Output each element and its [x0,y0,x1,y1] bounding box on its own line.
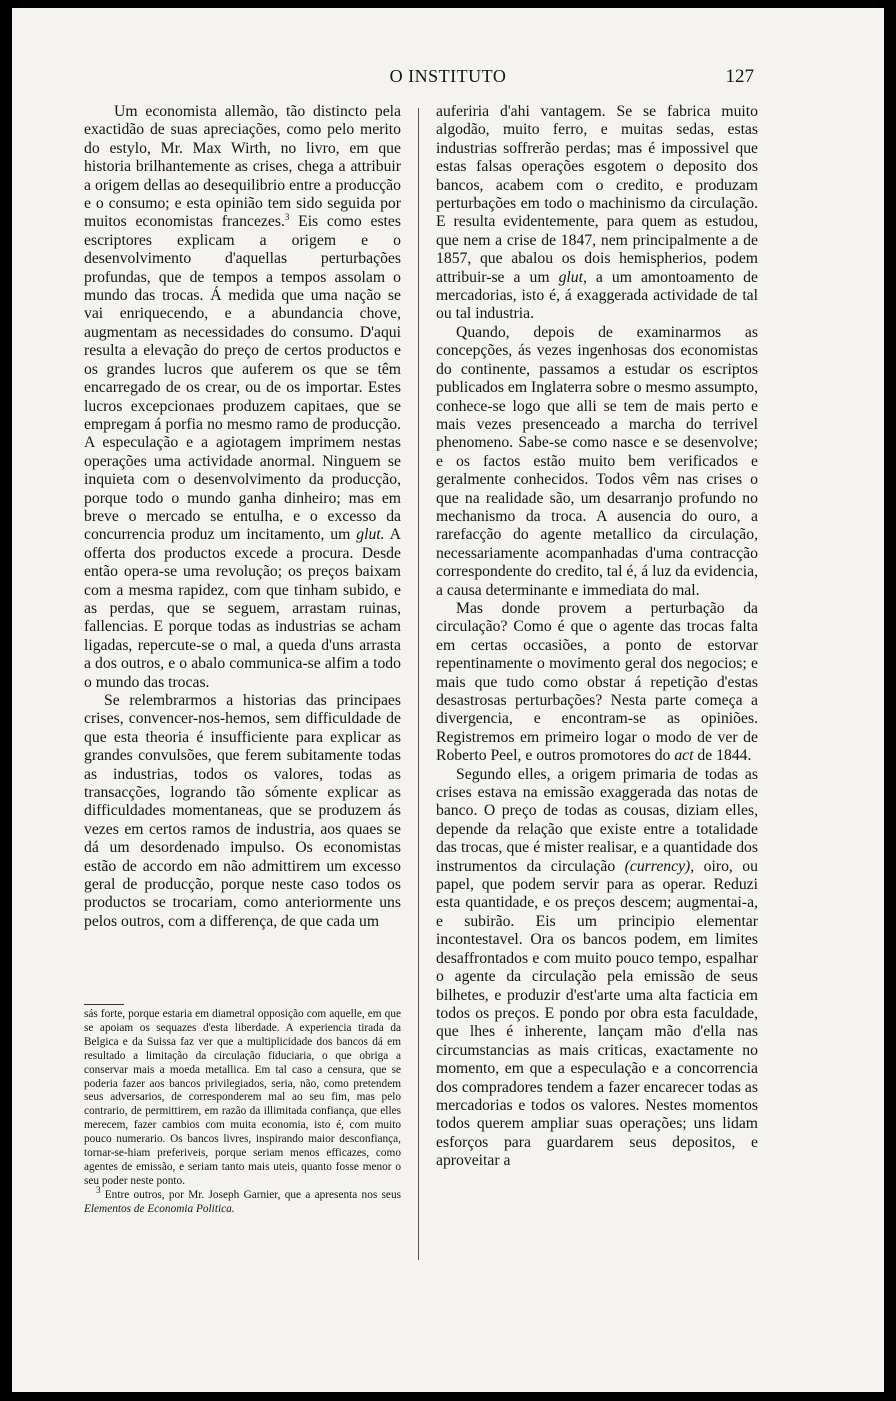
right-paragraph-1 [436,103,758,324]
text-run: auferiria d'ahi vantagem. Se se fabrica muito algodão, muito ferro, e muitas sedas, estas industrias soffrerão perdas; mas é impossivel que estas falsas operações esgotem o deposito dos bancos, acabem com o credito, e produzam perturbações em todo o machinismo da circulação. E resulta evidentemente, para quem as estudou, que nem a crise de 1847, nem principalmente a de 1857, que abalou os dois hemispherios, podem attribuir-se a um [436,103,758,286]
footnote-marker: 3 [96,1185,101,1196]
text-run: Eis como estes escriptores explicam a origem e o desenvolvimento d'aquellas perturbações profundas, que de tempos a tempos assolam o mundo das trocas. Á medida que uma nação se vai enriquecendo, e a abundancia chove, augmentam as necessidades do consumo. D'aqui resulta a elevação do preço de certos productos e os grandes lucros que auferem os que se têm encarregado de os crear, ou de os importar. Estes lucros excepcionaes produzem capitaes, que se empregam á porfia no mesmo ramo de producção. A especulação e a agiotagem imprimem nestas operações uma actividade anormal. Ninguem se inquieta com o desenvolvimento da producção, porque todo o mundo ganha dinheiro; mas em breve o mercado se entulha, e o excesso da concurrencia produz um incitamento, um [84,213,401,544]
footnote-continued: sás forte, porque estaria em diametral opposição com aquelle, em que se apoiam os sequazes d'esta liberdade. A experiencia tirada da Belgica e da Suissa faz ver que a multiplicidade dos bancos dá em resultado a limitação da circulação fiduciaria, o que obriga a conservar mais a moeda metallica. Em tal caso a censura, que se poderia fazer aos bancos privilegiados, seria, não, como pretendem seus adversarios, de corresponderem mal ao seu fim, mas pelo contrario, de permittirem, em razão da illimitada confiança, que elles merecem, fazer cambios com muita economia, isto é, com muito pouco numerario. Os bancos livres, inspirando maior desconfiança, tornar-se-hiam preferiveis, porque seriam menos efficazes, como agentes de emissão, e seriam tanto mais uteis, quanto fosse menor o seu poder neste ponto. [84,1008,401,1187]
italic-term: act [674,747,694,765]
column-divider [418,108,419,1260]
footnote-rule [84,1004,124,1005]
footnotes [84,1008,401,1217]
text-run: A offerta dos productos excede a procura. Desde então opera-se uma revolução; os preços baixam com a mesma rapidez, com que tinham subido, e as perdas, que se seguem, arrastam ruinas, fallencias. E porque todas as industrias se acham ligadas, repercute-se o mal, a queda d'uns arrasta a dos outros, e o abalo communica-se alfim a todo o mundo das trocas. [84,526,401,691]
italic-term: glut. [356,526,385,544]
text-run: Entre outros, por Mr. Joseph Garnier, que a apresenta nos seus [100,1188,401,1201]
text-run: de 1844. [693,747,752,765]
text-run: oiro, ou papel, que podem servir para as operar. Reduzi esta quantidade, e os preços descem; augmentai-a, e subirão. Eis um principio elementar incontestavel. Ora os bancos podem, em limites desaffrontados e com muito pouco tempo, espalhar o agente da circulação pela emissão de seus bilhetes, e produzir d'est'arte uma alta facticia em todos os preços. E pondo por obra esta faculdade, que lhes é inherente, lançam mão d'ella nas circumstancias as mais criticas, exactamente no momento, em que a especulação e a concorrencia dos compradores tendem a fazer encarecer todas as mercadorias e todos os valores. Nestes momentos todos querem ampliar suas operações; uns lidam esforços para guardarem seus depositos, e aproveitar a [436,857,758,1170]
left-paragraph-1 [84,103,401,692]
book-page [12,8,884,1392]
italic-term: (currency), [624,857,695,875]
right-column [436,103,758,1171]
italic-term: glut, [558,268,587,286]
footnote-marker: 3 [284,212,290,223]
text-run: a um amontoamento de mercadorias, isto é, á exaggerada actividade de tal ou tal industria. [436,268,758,323]
page-number: 127 [725,66,754,87]
text-run: Um economista allemão, tão distincto pela exactidão de suas apreciações, como pelo merito do estylo, Mr. Max Wirth, no livro, em que historia brilhantemente as crises, chega a attribuir a origem dellas ao desequilibrio entre a producção e o consumo; e esta opinião tem sido seguida por muitos economistas francezes. [84,103,401,231]
text-run: Mas donde provem a perturbação da circulação? Como é que o agente das trocas falta em certas occasiões, a ponto de estorvar repentinamente o movimento geral dos negocios; e mais que tudo como obstar á repetição d'estas desastrosas perturbações? Nesta parte começa a divergencia, e encontram-se as opiniões. Registremos em primeiro logar o modo de ver de Roberto Peel, e outros promotores do [436,599,758,765]
left-paragraph-2: Se relembrarmos a historias das principaes crises, convencer-nos-hemos, sem difficuldade de que esta theoria é insufficiente para explicar as grandes convulsões, que ferem subitamente todas as industrias, todos os valores, todas as transacções, logrando tão sómente explicar as difficuldades momentaneas, que se produzem ás vezes em certos ramos de industria, aos quaes se dá um desordenado impulso. Os economistas estão de accordo em não admittirem um excesso geral de producção, porque neste caso todos os productos se trocariam, como anteriormente uns pelos outros, com a differença, de que cada um [84,692,401,930]
right-paragraph-2: Quando, depois de examinarmos as concepções, ás vezes ingenhosas dos economistas do continente, passamos a estudar os escriptos publicados em Inglaterra sobre o mesmo assumpto, conhece-se logo que alli se tem de mais perto e mais vezes presenceado a marcha do terrivel phenomeno. Sabe-se como nasce e se desenvolve; e os factos estão muito bem verificados e geralmente conhecidos. Todos vêm nas crises o que na realidade são, um desarranjo profundo no mechanismo da troca. A ausencia do ouro, a rarefacção do agente metallico da circulação, necessariamente acompanhadas d'uma contracção correspondente do credito, tal é, á luz da evidencia, a causa determinante e immediata do mal. [436,323,758,599]
running-head [12,66,884,94]
text-run: Segundo elles, a origem primaria de todas as crises estava na emissão exaggerada das notas de banco. O preço de todas as cousas, diziam elles, depende da relação que existe entre a totalidade das trocas, que é mister realisar, e a quantidade dos instrumentos da circulação [436,765,758,875]
right-paragraph-4 [436,766,758,1171]
right-paragraph-3 [436,600,758,766]
left-column [84,103,401,931]
footnote-3 [84,1185,401,1217]
running-title: O INSTITUTO [389,66,507,86]
italic-title: Elementos de Economia Politica. [84,1202,235,1215]
